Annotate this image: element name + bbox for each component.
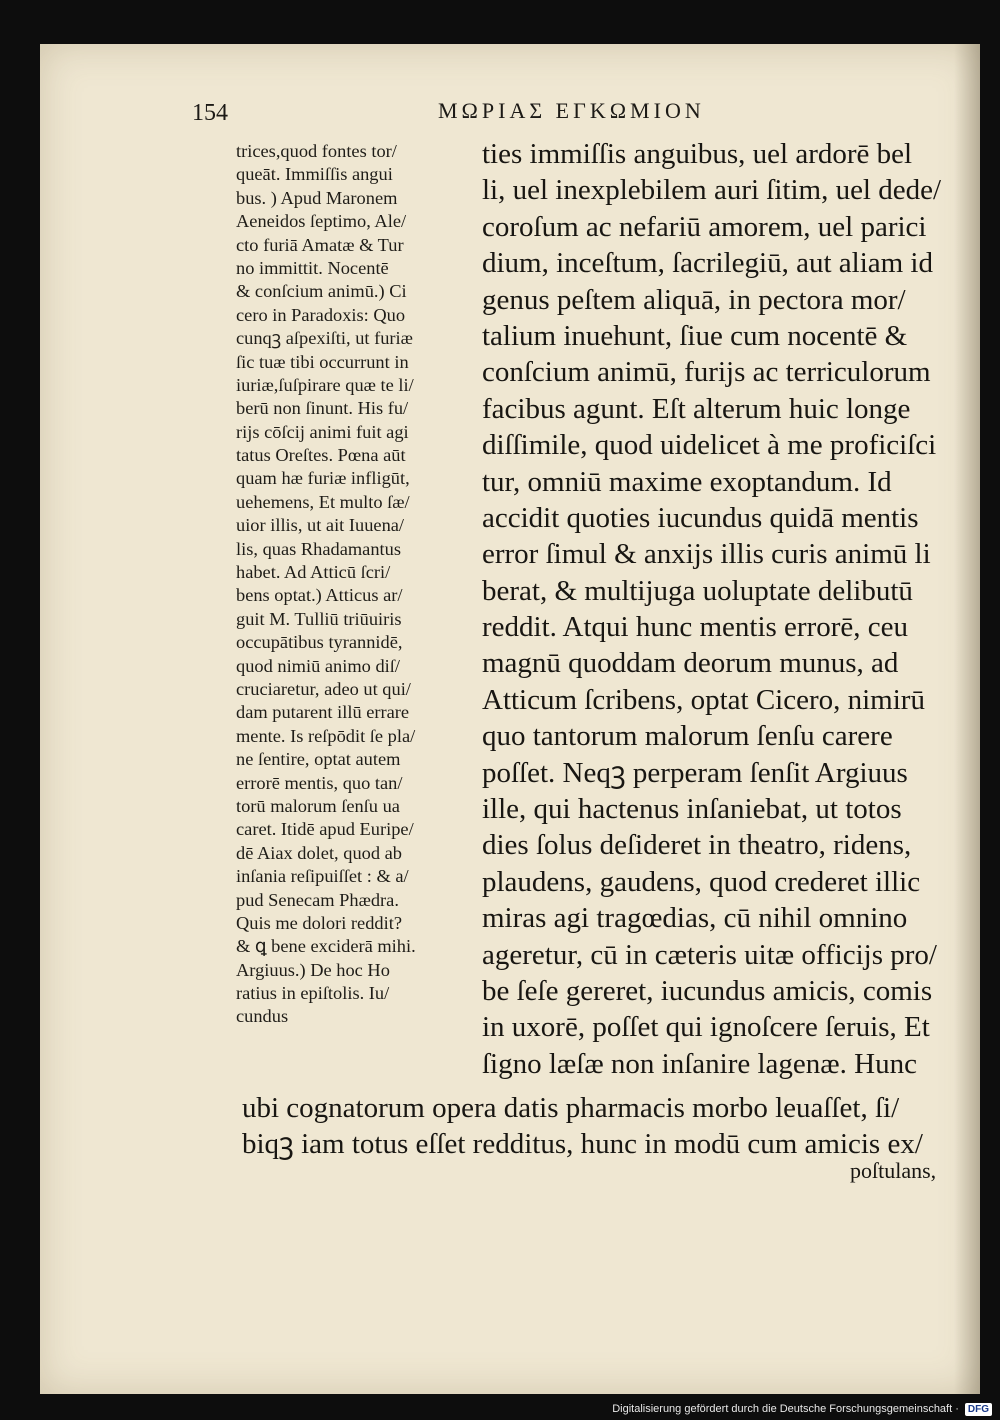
text-line: be ſeſe gereret, iucundus amicis, comis	[482, 974, 933, 1007]
gloss-line: iuriæ,ſuſpirare quæ te li/	[236, 374, 414, 395]
dfg-logo-icon: DFG	[965, 1403, 992, 1416]
gloss-line: Aeneidos ſeptimo, Ale/	[236, 211, 407, 232]
text-line: ties immiſſis anguibus, uel ardorē bel	[482, 138, 913, 170]
digitization-footer	[612, 1400, 992, 1418]
text-line: coroſum ac nefariū amorem, uel parici	[482, 210, 927, 243]
text-line: accidit quoties iucundus quidā mentis	[482, 501, 919, 534]
gloss-line: & ꝗ bene exciderā mihi.	[236, 936, 416, 957]
gloss-line: pud Senecam Phædra.	[236, 889, 399, 910]
text-line: ubi cognatorum opera datis pharmacis morbo leuaſſet, ſi/	[242, 1092, 900, 1124]
text-line: tur, omniū maxime exoptandum. Id	[482, 465, 892, 498]
text-line: Atticum ſcribens, optat Cicero, nimirū	[482, 683, 925, 716]
text-line: error ſimul & anxijs illis curis animū li	[482, 538, 931, 571]
gloss-line: queāt. Immiſſis angui	[236, 164, 393, 185]
gloss-line: tatus Oreſtes. Pœna aūt	[236, 445, 406, 466]
gloss-line: mente. Is reſpōdit ſe pla/	[236, 725, 416, 746]
text-line: ille, qui hactenus inſaniebat, ut totos	[482, 793, 902, 826]
text-line: diſſimile, quod uidelicet à me proficiſci	[482, 429, 937, 462]
gloss-line: quod nimiū animo diſ/	[236, 655, 400, 676]
gloss-line: caret. Itidē apud Euripe/	[236, 819, 414, 840]
gloss-line: dē Aiax dolet, quod ab	[236, 842, 402, 863]
gloss-line: cundus	[236, 1006, 289, 1027]
footer-text: Digitalisierung gefördert durch die Deutsche Forschungsgemeinschaft ·	[612, 1403, 959, 1415]
gloss-line: & conſcium animū.) Ci	[236, 281, 407, 302]
gloss-line: lis, quas Rhadamantus	[236, 538, 401, 559]
gloss-line: inſania reſipuiſſet : & a/	[236, 866, 409, 887]
gloss-line: bus. ) Apud Maronem	[236, 187, 398, 208]
gloss-line: quam hæ furiæ infligūt,	[236, 468, 410, 489]
gloss-line: ne ſentire, optat autem	[236, 749, 401, 770]
gloss-line: trices,quod fontes tor/	[236, 141, 397, 161]
gloss-line: cto furiā Amatæ & Tur	[236, 234, 404, 255]
main-text-column	[482, 136, 944, 1082]
gloss-line: ſic tuæ tibi occurrunt in	[236, 351, 409, 372]
gloss-line: Argiuus.) De hoc Ho	[236, 959, 390, 980]
text-line: berat, & multijuga uoluptate delibutū	[482, 574, 913, 607]
text-line: quo tantorum malorum ſenſu carere	[482, 720, 893, 753]
text-line: poſſet. Neqꝫ perperam ſenſit Argiuus	[482, 756, 908, 789]
gloss-line: cruciaretur, adeo ut qui/	[236, 678, 411, 699]
text-line: genus peſtem aliquā, in pectora mor/	[482, 283, 906, 316]
full-width-text	[242, 1090, 952, 1163]
text-line: biqꝫ iam totus eſſet redditus, hunc in modū cum amicis ex/	[242, 1128, 923, 1161]
text-line: magnū quoddam deorum munus, ad	[482, 647, 899, 680]
text-line: li, uel inexplebilem auri ſitim, uel dede/	[482, 174, 942, 207]
gloss-line: errorē mentis, quo tan/	[236, 772, 403, 793]
gloss-line: guit M. Tulliū triūuiris	[236, 608, 402, 629]
text-line: dies ſolus deſideret in theatro, ridens,	[482, 829, 912, 862]
gloss-line: uior illis, ut ait Iuuena/	[236, 515, 405, 536]
text-line: dium, inceſtum, ſacrilegiū, aut aliam id	[482, 247, 933, 280]
text-line: conſcium animū, furijs ac terriculorum	[482, 356, 931, 389]
book-page	[40, 44, 980, 1394]
text-line: talium inuehunt, ſiue cum nocentē &	[482, 319, 908, 352]
gloss-line: uehemens, Et multo ſæ/	[236, 491, 410, 512]
text-line: ſigno læſæ non inſanire lagenæ. Hunc	[482, 1047, 917, 1080]
gloss-line: no immittit. Nocentē	[236, 257, 389, 278]
gloss-line: occupātibus tyrannidē,	[236, 632, 403, 653]
text-line: plaudens, gaudens, quod crederet illic	[482, 865, 921, 898]
gloss-line: cero in Paradoxis: Quo	[236, 304, 406, 325]
text-line: reddit. Atqui hunc mentis errorē, ceu	[482, 611, 909, 644]
gloss-line: dam putarent illū errare	[236, 702, 410, 723]
gloss-line: Quis me dolori reddit?	[236, 912, 402, 933]
gloss-line: ratius in epiſtolis. Iu/	[236, 983, 390, 1004]
running-head	[40, 96, 980, 126]
gloss-line: cunqꝫ aſpexiſti, ut furiæ	[236, 328, 413, 349]
catchword: poſtulans,	[850, 1158, 937, 1183]
gloss-line: habet. Ad Atticū ſcri/	[236, 562, 391, 583]
marginal-gloss	[236, 140, 478, 1029]
text-line: ageretur, cū in cæteris uitæ officijs pro/	[482, 938, 937, 971]
gloss-line: rijs cōſcij animi fuit agi	[236, 421, 409, 442]
gloss-line: berū non ſinunt. His fu/	[236, 398, 409, 419]
text-line: miras agi tragœdias, cū nihil omnino	[482, 902, 908, 935]
text-line: in uxorē, poſſet qui ignoſcere ſeruis, Et	[482, 1011, 930, 1044]
gloss-line: torū malorum ſenſu ua	[236, 795, 400, 816]
gloss-line: bens optat.) Atticus ar/	[236, 585, 403, 606]
running-title: ΜΩΡΙΑΣ ΕΓΚΩΜΙΟΝ	[438, 98, 705, 123]
text-line: facibus agunt. Eſt alterum huic longe	[482, 392, 911, 425]
page-number: 154	[192, 100, 228, 126]
